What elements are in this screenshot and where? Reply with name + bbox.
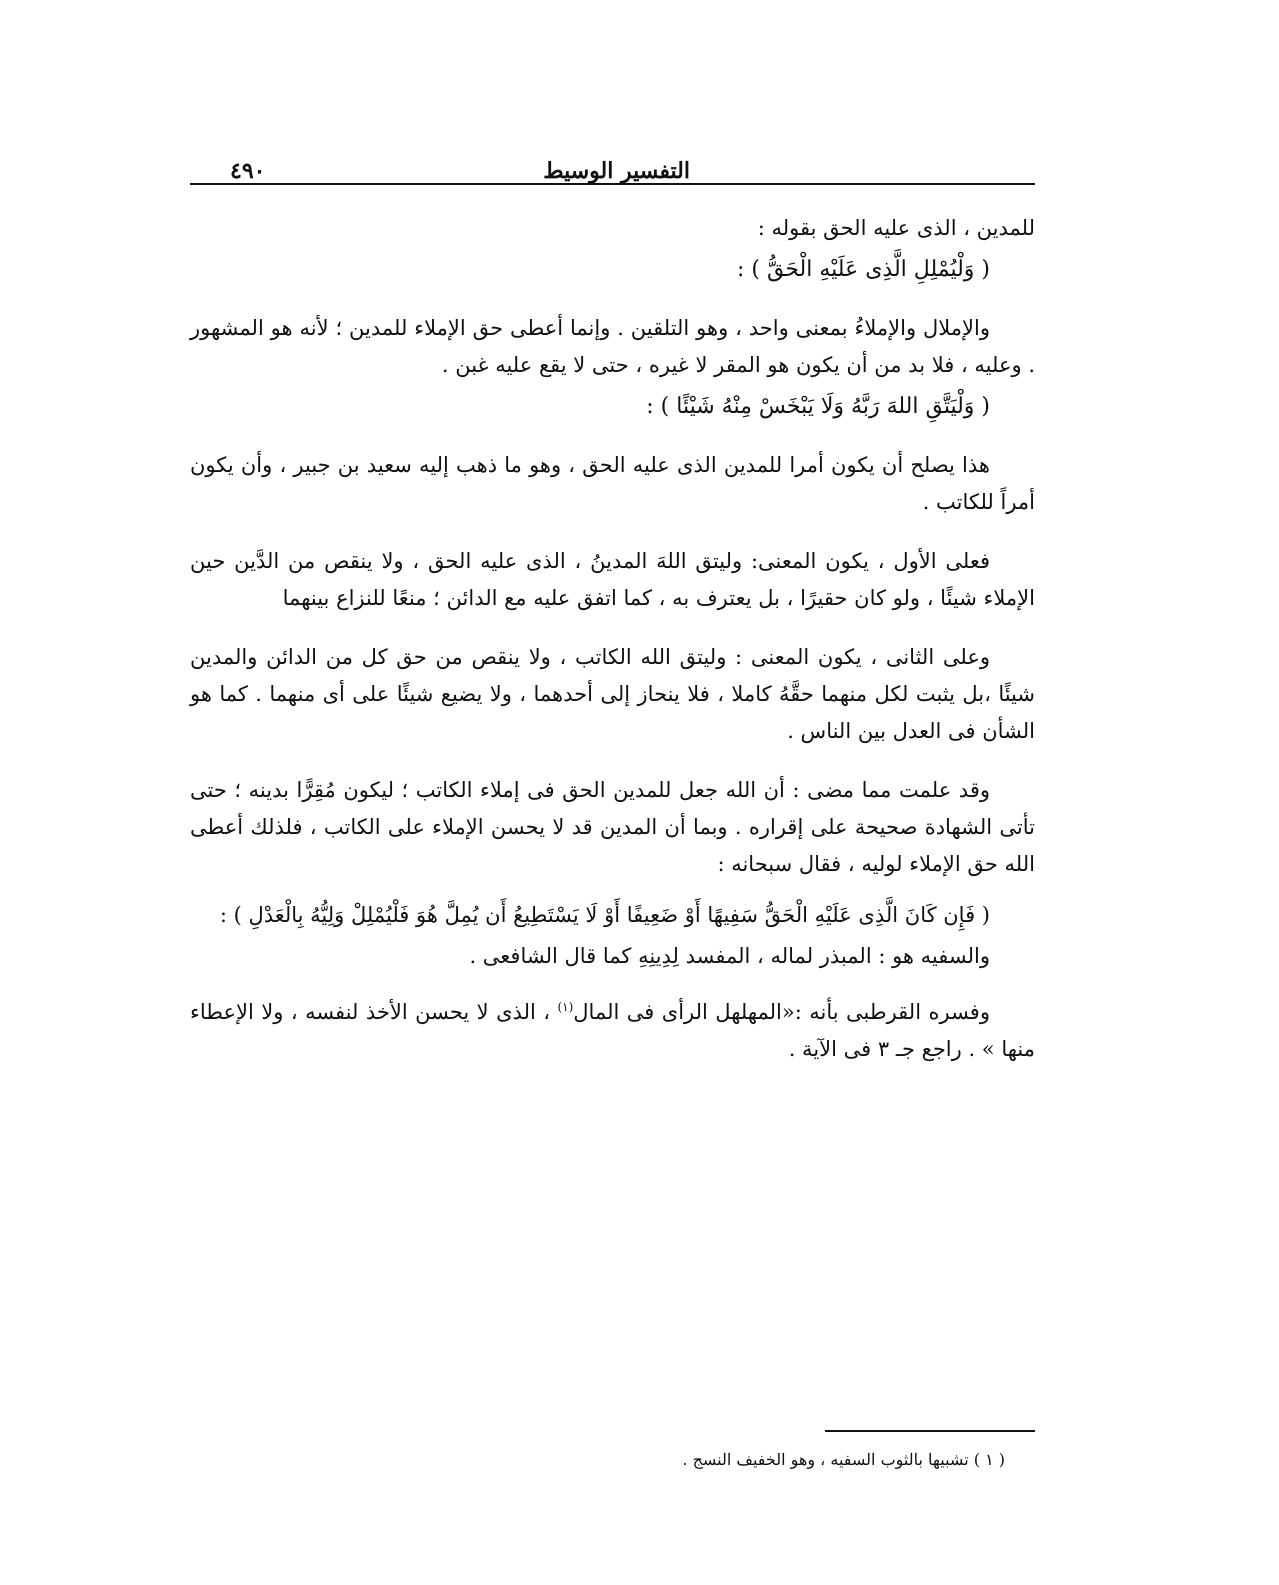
paragraph-with-footnote <box>190 989 1035 1068</box>
page-number: ٤٩٠ <box>230 158 266 184</box>
paragraph-text: ، الذى لا يحسن الأخذ لنفسه ، ولا الإعطاء منها » . راجع جـ ٣ فى الآية . <box>190 1000 1035 1061</box>
header-divider <box>190 183 1035 185</box>
paragraph: وقد علمت مما مضى : أن الله جعل للمدين الحق فى إملاء الكاتب ؛ ليكون مُقِرًّا بدينه ؛ حتى تأتى الشهادة صحيحة على إقراره . وبما أن المدين قد لا يحسن الإملاء على الكاتب ، فلذلك أعطى الله حق الإملاء لوليه ، فقال سبحانه : <box>190 778 1035 876</box>
paragraph: والسفيه هو : المبذر لماله ، المفسد لِدِينِهِ كما قال الشافعى . <box>469 944 990 968</box>
footnote: ( ١ ) تشبيها بالثوب السفيه ، وهو الخفيف النسج . <box>682 1450 1005 1469</box>
paragraph: للمدين ، الذى عليه الحق بقوله : <box>757 216 1035 240</box>
quran-verse: ( فَإِن كَانَ الَّذِى عَلَيْهِ الْحَقُّ سَفِيهًا أَوْ ضَعِيفًا أَوْ لَا يَسْتَطِيعُ أَن يُمِلَّ هُوَ فَلْيُمْلِلْ وَلِيُّهُ بِالْعَدْلِ ) : <box>219 903 990 927</box>
page-header <box>190 140 1035 184</box>
footnote-marker[interactable]: (١) <box>557 1000 574 1014</box>
running-title: التفسير الوسيط <box>543 158 690 184</box>
book-page <box>190 130 1035 1530</box>
paragraph: والإملال والإملاءُ بمعنى واحد ، وهو التلقين . وإنما أعطى حق الإملاء للمدين ؛ لأنه هو المشهور . وعليه ، فلا بد من أن يكون هو المقر لا غيره ، حتى لا يقع عليه غبن . <box>190 316 1035 377</box>
paragraph: وعلى الثانى ، يكون المعنى : وليتق الله الكاتب ، ولا ينقص من حق كل من الدائن والمدين شيئًا ،بل يثبت لكل منهما حقَّهُ كاملا ، فلا ينحاز إلى أحدهما ، ولا يضيع شيئًا على أى منهما . كما هو الشأن فى العدل بين الناس . <box>190 645 1035 743</box>
paragraph: هذا يصلح أن يكون أمرا للمدين الذى عليه الحق ، وهو ما ذهب إليه سعيد بن جبير ، وأن يكون أمراً للكاتب . <box>190 453 1035 514</box>
paragraph: فعلى الأول ، يكون المعنى: وليتق اللهَ المدينُ ، الذى عليه الحق ، ولا ينقص من الدَّين حين الإملاء شيئًا ، ولو كان حقيرًا ، بل يعترف به ، كما اتفق عليه مع الدائن ؛ منعًا للنزاع بينهما <box>190 549 1035 610</box>
footnote-divider <box>825 1430 1035 1432</box>
paragraph-text: وفسره القرطبى بأنه :«المهلهل الرأى فى المال <box>573 1000 990 1024</box>
quran-verse: ( وَلْيَتَّقِ اللهَ رَبَّهُ وَلَا يَبْخَسْ مِنْهُ شَيْئًا ) : <box>646 394 990 419</box>
quran-verse: ( وَلْيُمْلِلِ الَّذِى عَلَيْهِ الْحَقُّ ) : <box>737 257 990 282</box>
page-body <box>190 210 1035 1068</box>
